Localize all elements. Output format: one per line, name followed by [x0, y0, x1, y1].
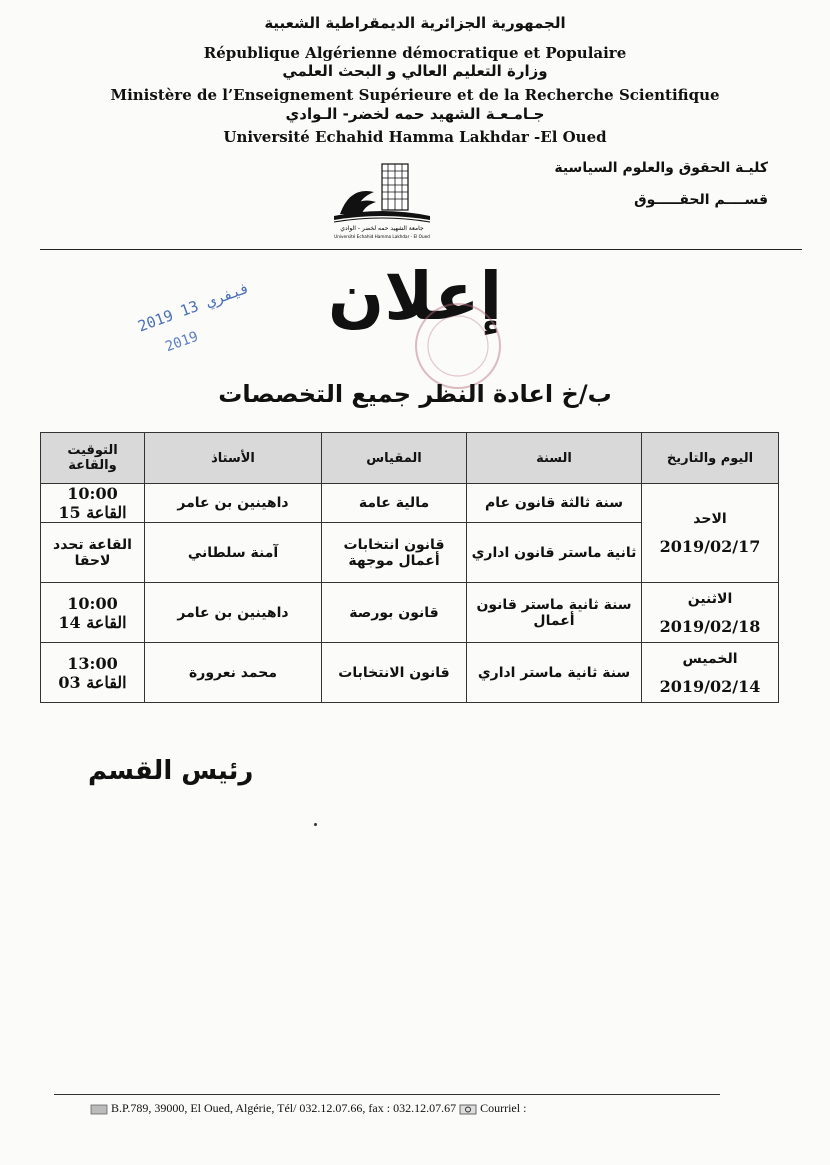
time-cell: القاعة تحدد لاحقا [41, 523, 145, 583]
announcement-title: إعلان [327, 258, 503, 335]
table-row [41, 484, 779, 523]
subject-cell: قانون الانتخابات [322, 643, 467, 703]
day-date: 2019/02/18 [659, 616, 761, 636]
date-stamp: 2019 فيفري 13 [135, 278, 252, 336]
professor-cell: داهينين بن عامر [145, 583, 322, 643]
day-name: الخميس [682, 650, 738, 667]
year-cell: سنة ثالثة قانون عام [467, 484, 642, 523]
subject-cell [322, 523, 467, 583]
time-cell: 10:00 القاعة 14 [41, 583, 145, 643]
table-header-row [41, 433, 779, 484]
header-fr-republic: République Algérienne démocratique et Populaire [203, 44, 627, 62]
subject-line: قانون انتخابات [343, 536, 445, 553]
subject-cell: قانون بورصة [322, 583, 467, 643]
header-ar-ministry: وزارة التعليم العالي و البحث العلمي [282, 62, 548, 80]
header-time: التوقيت والقاعة [41, 433, 145, 484]
year-cell: ثانية ماستر قانون اداري [467, 523, 642, 583]
faculty-name: كليـة الحقوق والعلوم السياسية [554, 160, 768, 176]
department-name: قســــم الحقـــــوق [634, 192, 768, 208]
ink-dot [314, 823, 317, 826]
university-logo [330, 158, 435, 240]
header-day: اليوم والتاريخ [642, 433, 779, 484]
day-cell [642, 484, 779, 583]
exam-schedule-table [40, 432, 779, 703]
header-year: السنة [467, 433, 642, 484]
day-date: 2019/02/17 [659, 537, 761, 556]
mailbox-icon [90, 1104, 108, 1115]
time-cell: 13:00 القاعة 03 [41, 643, 145, 703]
header-subject: المقياس [322, 433, 467, 484]
day-name: الاثنين [687, 590, 733, 607]
time-cell: 10:00 القاعة 15 [41, 484, 145, 523]
subject-line-2: أعمال موجهة [348, 552, 440, 569]
logo-caption-fr: Université Echahid Hamma Lakhdar - El Oued [334, 234, 430, 239]
professor-cell: داهينين بن عامر [145, 484, 322, 523]
professor-cell: آمنة سلطاني [145, 523, 322, 583]
header-fr-university: Université Echahid Hamma Lakhdar -El Oued [223, 128, 607, 146]
table-row [41, 583, 779, 643]
professor-cell: محمد نعرورة [145, 643, 322, 703]
date-stamp-secondary: 2019 [163, 328, 201, 356]
header-ar-university: جـامـعـة الشهيد حمه لخضر- الـوادي [285, 105, 545, 123]
year-cell: سنة ثانية ماستر قانون أعمال [467, 583, 642, 643]
footer-email-label: Courriel : [480, 1101, 527, 1115]
subject-cell: مالية عامة [322, 484, 467, 523]
header-ar-republic: الجمهورية الجزائرية الديمقراطية الشعبية [264, 14, 566, 32]
footer-divider [54, 1094, 720, 1095]
day-name: الاحد [693, 511, 727, 527]
table-row [41, 643, 779, 703]
logo-caption-ar: جامعة الشهيد حمه لخضر - الوادي [340, 225, 424, 232]
year-cell: سنة ثانية ماستر اداري [467, 643, 642, 703]
day-cell [642, 583, 779, 643]
header-professor: الأستاذ [145, 433, 322, 484]
day-date: 2019/02/14 [659, 676, 761, 696]
day-cell [642, 643, 779, 703]
header-fr-ministry: Ministère de l’Enseignement Supérieure et de la Recherche Scientifique [110, 86, 720, 104]
footer-address: B.P.789, 39000, El Oued, Algérie, Tél/ 032.12.07.66, fax : 032.12.07.67 [111, 1101, 457, 1115]
department-head-signature: رئيس القسم [88, 756, 254, 786]
footer-contact [90, 1101, 526, 1116]
email-icon [459, 1104, 477, 1115]
announcement-subtitle: ب/خ اعادة النظر جميع التخصصات [218, 380, 612, 408]
header-divider [40, 249, 802, 250]
